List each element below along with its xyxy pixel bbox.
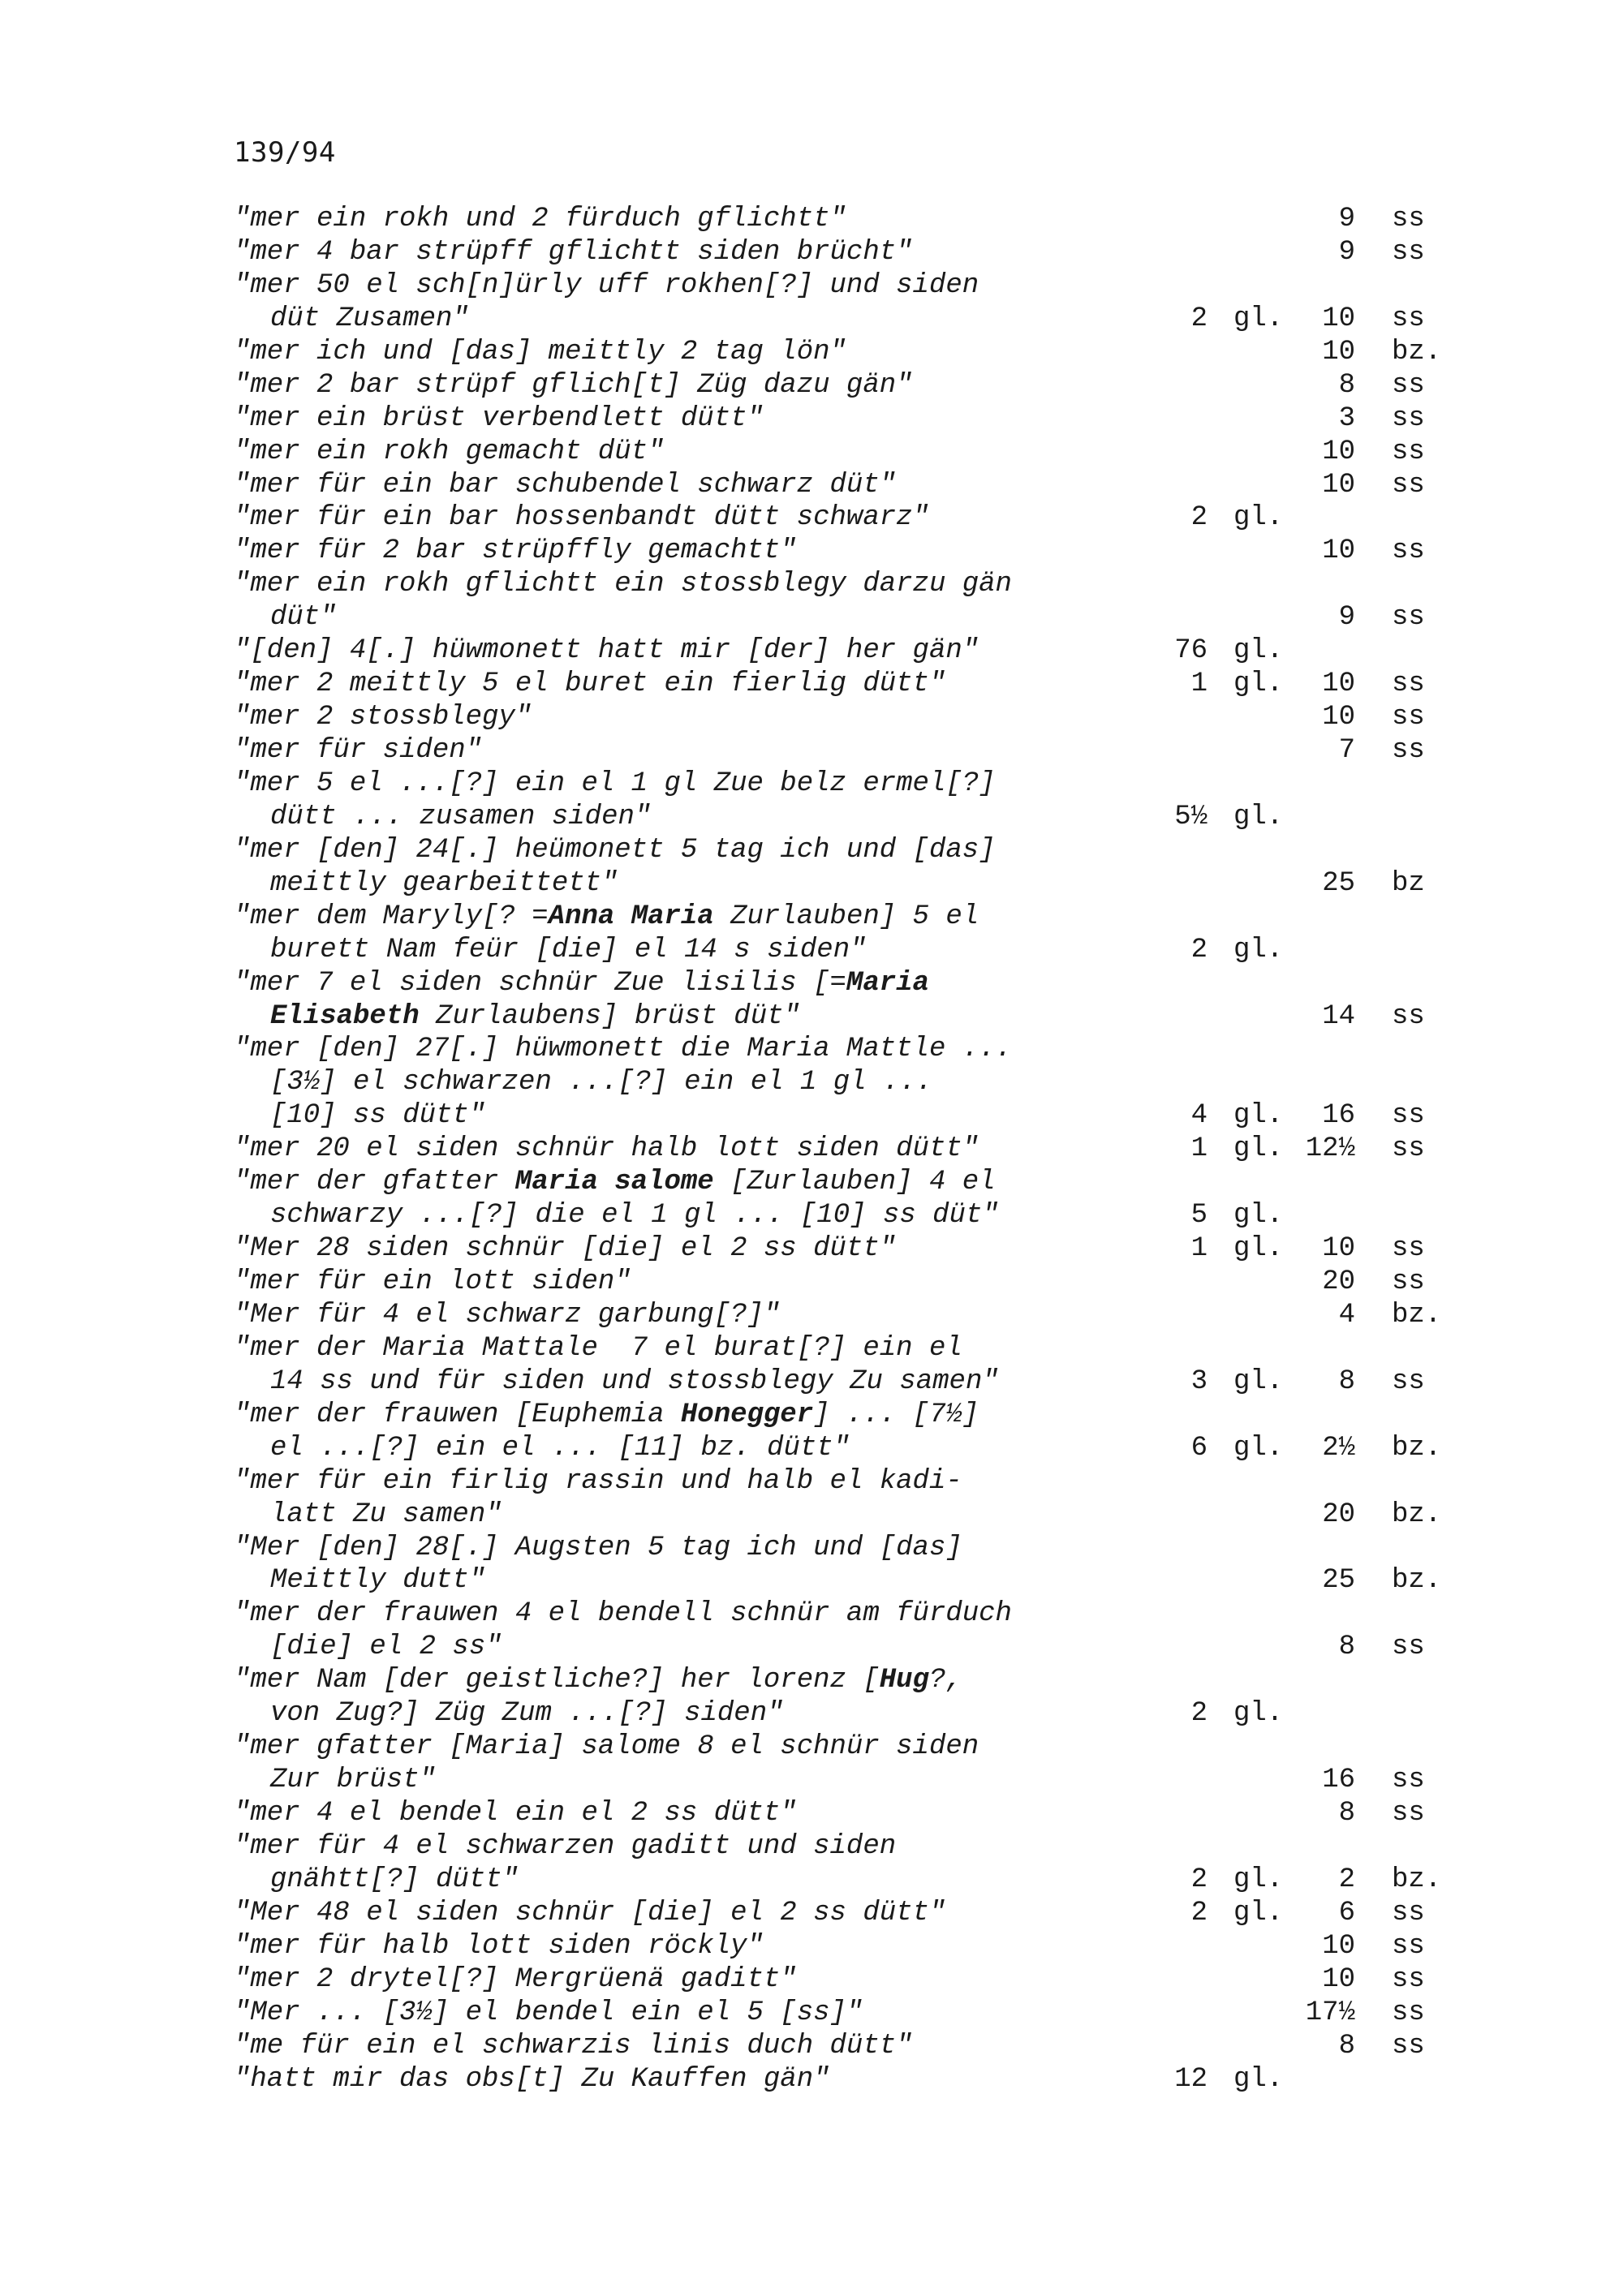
schilling-unit: ss: [1392, 602, 1425, 634]
gulden-amount: 1: [1190, 1233, 1208, 1265]
schilling-amount: 10: [1322, 535, 1355, 567]
person-name: Elisabeth: [270, 1000, 420, 1032]
gulden-unit: gl.: [1233, 1200, 1284, 1232]
entry-text-segment: "mer 4 bar strüpff gflichtt siden brücht": [234, 236, 913, 268]
person-name: Honegger: [680, 1399, 814, 1430]
entry-line: [0, 1797, 1623, 1830]
schilling-unit: bz.: [1392, 1498, 1442, 1530]
entry-text: [234, 369, 913, 402]
schilling-amount: 25: [1322, 1565, 1355, 1597]
gulden-unit: gl.: [1233, 1897, 1284, 1928]
schilling-amount: 2½: [1322, 1432, 1355, 1464]
entry-text: [234, 1664, 962, 1697]
entry-text-segment: "mer 2 drytel[?] Mergrüenä gaditt": [234, 1963, 797, 1995]
entry-line: [0, 1664, 1623, 1697]
entry-text: [234, 535, 797, 568]
schilling-amount: 4: [1338, 1299, 1355, 1331]
entry-line: [0, 1597, 1623, 1631]
schilling-amount: 10: [1322, 1963, 1355, 1995]
entry-continuation-line: [0, 1066, 1623, 1099]
schilling-unit: ss: [1392, 1000, 1425, 1032]
entry-line: [0, 1399, 1623, 1432]
entry-line: [0, 1033, 1623, 1066]
entry-line: [0, 2030, 1623, 2063]
entry-text-segment: "mer ich und [das] meittly 2 tag lön": [234, 336, 846, 368]
gulden-unit: gl.: [1233, 669, 1284, 700]
gulden-amount: 2: [1190, 303, 1208, 334]
entry-text-segment: "mer ein rokh gemacht düt": [234, 436, 665, 467]
entry-text: [234, 1166, 996, 1199]
entry-text: [234, 1266, 631, 1299]
entry-text: [234, 568, 1012, 601]
entry-text: [234, 767, 996, 801]
entry-continuation-line: [0, 1697, 1623, 1731]
entry-continuation-line: [0, 1764, 1623, 1797]
schilling-amount: 10: [1322, 1930, 1355, 1962]
entry-text: [270, 1498, 502, 1532]
gulden-amount: 2: [1190, 502, 1208, 534]
entry-line: [0, 1299, 1623, 1332]
entry-line: [0, 668, 1623, 701]
gulden-unit: gl.: [1233, 934, 1284, 965]
gulden-amount: 2: [1190, 1864, 1208, 1895]
entry-text-segment: "mer für ein bar hossenbandt dütt schwarz": [234, 502, 929, 534]
entry-text: [234, 634, 979, 668]
schilling-amount: 17½: [1305, 1997, 1355, 2028]
entry-text: [234, 469, 896, 502]
entry-text-segment: Zurlauben] 5 el: [713, 901, 979, 932]
gulden-amount: 1: [1190, 669, 1208, 700]
schilling-amount: 3: [1338, 402, 1355, 434]
entry-text: [270, 1697, 784, 1731]
schilling-amount: 8: [1338, 1365, 1355, 1397]
entry-line: [0, 1532, 1623, 1565]
entry-continuation-line: [0, 303, 1623, 336]
entry-text: [234, 668, 945, 701]
schilling-amount: 16: [1322, 1765, 1355, 1796]
schilling-amount: 10: [1322, 702, 1355, 733]
entry-text-segment: "mer ein brüst verbendlett dütt": [234, 402, 764, 434]
schilling-unit: ss: [1392, 303, 1425, 334]
entry-text-segment: "mer 7 el siden schnür Zue lisilis [=: [234, 967, 846, 999]
entry-text-segment: "mer 5 el ...[?] ein el 1 gl Zue belz ermel[?]: [234, 767, 996, 799]
entry-continuation-line: [0, 1432, 1623, 1465]
entry-line: [0, 1731, 1623, 1764]
entry-continuation-line: [0, 867, 1623, 901]
entry-text-segment: [3½] el schwarzen ...[?] ein el 1 gl ...: [270, 1067, 933, 1099]
schilling-unit: ss: [1392, 469, 1425, 501]
entry-text: [234, 269, 979, 303]
entry-text: [234, 1597, 1012, 1631]
schilling-amount: 10: [1322, 469, 1355, 501]
schilling-amount: 16: [1322, 1100, 1355, 1132]
schilling-unit: ss: [1392, 1930, 1425, 1962]
entry-text-segment: "mer 50 el sch[n]ürly uff rokhen[?] und siden: [234, 269, 979, 301]
schilling-unit: ss: [1392, 1100, 1425, 1132]
entry-text-segment: el ...[?] ein el ... [11] bz. dütt": [270, 1432, 850, 1464]
schilling-unit: ss: [1392, 1365, 1425, 1397]
entry-text: [270, 1365, 999, 1399]
entry-line: [0, 402, 1623, 436]
schilling-unit: bz: [1392, 867, 1425, 899]
entry-text: [270, 1631, 502, 1664]
gulden-unit: gl.: [1233, 1365, 1284, 1397]
entry-text-segment: düt": [270, 602, 337, 634]
entry-text-segment: "[den] 4[.] hüwmonett hatt mir [der] her gän": [234, 635, 979, 667]
entry-text-segment: Meittly dutt": [270, 1565, 486, 1597]
entry-continuation-line: [0, 801, 1623, 834]
entry-text-segment: ] ... [7½]: [813, 1399, 979, 1430]
ledger-entries: [0, 203, 1623, 2096]
entry-continuation-line: [0, 1864, 1623, 1897]
entry-line: [0, 535, 1623, 568]
entry-text-segment: "mer für ein firlig rassin und halb el kadi-: [234, 1465, 962, 1497]
gulden-unit: gl.: [1233, 303, 1284, 334]
gulden-unit: gl.: [1233, 1233, 1284, 1265]
gulden-amount: 1: [1190, 1133, 1208, 1165]
entry-line: [0, 1166, 1623, 1199]
entry-text: [234, 1532, 962, 1565]
gulden-amount: 4: [1190, 1100, 1208, 1132]
entry-line: [0, 1133, 1623, 1166]
schilling-unit: ss: [1392, 1133, 1425, 1165]
entry-text-segment: von Zug?] Züg Zum ...[?] siden": [270, 1698, 784, 1730]
entry-line: [0, 967, 1623, 1000]
entry-continuation-line: [0, 1631, 1623, 1664]
entry-text-segment: latt Zu samen": [270, 1498, 502, 1530]
schilling-unit: ss: [1392, 669, 1425, 700]
schilling-amount: 20: [1322, 1266, 1355, 1297]
entry-text: [270, 601, 337, 634]
person-name: Anna Maria: [548, 901, 714, 932]
schilling-unit: ss: [1392, 1632, 1425, 1663]
entry-continuation-line: [0, 1365, 1623, 1399]
gulden-unit: gl.: [1233, 1698, 1284, 1730]
schilling-amount: 2: [1338, 1864, 1355, 1895]
entry-text: [234, 1133, 979, 1166]
entry-text: [234, 402, 764, 436]
entry-text: [234, 1465, 962, 1498]
entry-text: [234, 501, 929, 535]
page-number: 139/94: [234, 136, 336, 169]
entry-text-segment: "me für ein el schwarzis linis duch dütt": [234, 2030, 913, 2062]
schilling-unit: ss: [1392, 1266, 1425, 1297]
entry-text: [234, 436, 665, 469]
schilling-unit: ss: [1392, 1997, 1425, 2028]
entry-text-segment: [die] el 2 ss": [270, 1632, 502, 1663]
entry-text: [270, 801, 651, 834]
entry-text: [270, 867, 618, 901]
gulden-amount: 2: [1190, 1897, 1208, 1928]
entry-text: [234, 1963, 797, 1997]
entry-line: [0, 1963, 1623, 1997]
entry-text-segment: schwarzy ...[?] die el 1 gl ... [10] ss düt": [270, 1200, 999, 1232]
schilling-amount: 10: [1322, 669, 1355, 700]
entry-text-segment: "mer der Maria Mattale 7 el burat[?] ein el: [234, 1332, 962, 1364]
schilling-amount: 9: [1338, 204, 1355, 234]
schilling-amount: 7: [1338, 735, 1355, 766]
entry-line: [0, 1266, 1623, 1299]
schilling-amount: 20: [1322, 1498, 1355, 1530]
gulden-unit: gl.: [1233, 1100, 1284, 1132]
gulden-amount: 5: [1190, 1200, 1208, 1232]
entry-text: [234, 734, 482, 767]
gulden-unit: gl.: [1233, 2063, 1284, 2095]
entry-text: [270, 1764, 436, 1797]
entry-text: [234, 2030, 913, 2063]
entry-text: [234, 1897, 945, 1930]
entry-text-segment: "mer ein rokh und 2 fürduch gflichtt": [234, 204, 846, 234]
entry-text-segment: meittly gearbeittett": [270, 867, 618, 899]
schilling-amount: 10: [1322, 303, 1355, 334]
gulden-unit: gl.: [1233, 801, 1284, 832]
gulden-unit: gl.: [1233, 1864, 1284, 1895]
entry-text-segment: "mer für ein bar schubendel schwarz düt": [234, 469, 897, 501]
entry-text-segment: "mer der frauwen 4 el bendell schnür am fürduch: [234, 1598, 1012, 1630]
schilling-unit: bz.: [1392, 1299, 1442, 1331]
entry-line: [0, 834, 1623, 867]
entry-text: [234, 901, 979, 934]
entry-text: [234, 236, 913, 269]
entry-text: [234, 1399, 979, 1432]
entry-text: [270, 1432, 850, 1465]
entry-line: [0, 901, 1623, 934]
entry-text: [234, 1232, 896, 1266]
entry-text-segment: "Mer [den] 28[.] Augsten 5 tag ich und [das]: [234, 1532, 962, 1563]
schilling-unit: ss: [1392, 1897, 1425, 1928]
gulden-amount: 5½: [1174, 801, 1208, 832]
entry-text: [234, 1731, 979, 1764]
entry-text-segment: Zur brüst": [270, 1765, 437, 1796]
entry-text-segment: [Zurlauben] 4 el: [713, 1167, 996, 1198]
entry-line: [0, 1830, 1623, 1864]
entry-text-segment: "mer gfatter [Maria] salome 8 el schnür siden: [234, 1731, 979, 1763]
entry-text: [234, 834, 996, 867]
entry-text-segment: "mer für siden": [234, 735, 483, 766]
entry-text-segment: "mer 2 meittly 5 el buret ein fierlig dütt": [234, 669, 946, 700]
entry-text: [234, 2063, 830, 2096]
entry-text-segment: dütt ... zusamen siden": [270, 801, 652, 832]
entry-text-segment: Zurlaubens] brüst düt": [419, 1000, 800, 1032]
gulden-unit: gl.: [1233, 1133, 1284, 1165]
entry-line: [0, 501, 1623, 535]
entry-continuation-line: [0, 934, 1623, 967]
entry-line: [0, 1930, 1623, 1963]
schilling-amount: 8: [1338, 1798, 1355, 1829]
gulden-amount: 2: [1190, 934, 1208, 965]
schilling-unit: ss: [1392, 1765, 1425, 1796]
entry-text: [270, 1864, 519, 1897]
schilling-amount: 6: [1338, 1897, 1355, 1928]
schilling-unit: ss: [1392, 2030, 1425, 2062]
entry-text: [270, 934, 867, 967]
entry-continuation-line: [0, 1564, 1623, 1597]
entry-text: [234, 1830, 896, 1864]
gulden-amount: 76: [1174, 635, 1208, 667]
entry-line: [0, 336, 1623, 369]
schilling-amount: 8: [1338, 369, 1355, 401]
entry-line: [0, 236, 1623, 269]
entry-line: [0, 269, 1623, 303]
schilling-amount: 10: [1322, 1233, 1355, 1265]
entry-line: [0, 1232, 1623, 1266]
entry-continuation-line: [0, 1000, 1623, 1034]
entry-text-segment: "Mer 28 siden schnür [die] el 2 ss dütt": [234, 1233, 897, 1265]
entry-line: [0, 1997, 1623, 2030]
schilling-unit: bz.: [1392, 1432, 1442, 1464]
entry-line: [0, 369, 1623, 402]
entry-text-segment: "mer [den] 27[.] hüwmonett die Maria Mattle ...: [234, 1034, 1012, 1065]
entry-text-segment: "mer [den] 24[.] heümonett 5 tag ich und [das]: [234, 834, 996, 866]
entry-line: [0, 634, 1623, 668]
gulden-unit: gl.: [1233, 635, 1284, 667]
gulden-amount: 12: [1174, 2063, 1208, 2095]
entry-text-segment: "mer der gfatter: [234, 1167, 515, 1198]
entry-line: [0, 1897, 1623, 1930]
entry-text: [234, 336, 846, 369]
entry-text-segment: ?,: [928, 1665, 962, 1696]
entry-text: [270, 1066, 932, 1099]
entry-text-segment: "mer dem Maryly[? =: [234, 901, 549, 932]
entry-text-segment: burett Nam feür [die] el 14 s siden": [270, 934, 867, 965]
schilling-unit: ss: [1392, 1963, 1425, 1995]
gulden-amount: 6: [1190, 1432, 1208, 1464]
entry-text: [270, 303, 469, 336]
entry-line: [0, 701, 1623, 734]
person-name: Hug: [879, 1665, 929, 1696]
entry-text: [234, 1299, 780, 1332]
schilling-amount: 10: [1322, 436, 1355, 467]
entry-text-segment: "mer 4 el bendel ein el 2 ss dütt": [234, 1798, 797, 1829]
entry-line: [0, 1332, 1623, 1365]
entry-line: [0, 1465, 1623, 1498]
schilling-unit: ss: [1392, 535, 1425, 567]
entry-text-segment: gnähtt[?] dütt": [270, 1864, 519, 1895]
entry-line: [0, 2063, 1623, 2096]
entry-text-segment: "Mer 48 el siden schnür [die] el 2 ss dütt": [234, 1897, 946, 1928]
schilling-amount: 8: [1338, 1632, 1355, 1663]
schilling-amount: 9: [1338, 236, 1355, 268]
entry-text-segment: "hatt mir das obs[t] Zu Kauffen gän": [234, 2063, 830, 2095]
schilling-unit: ss: [1392, 1798, 1425, 1829]
entry-text-segment: 14 ss und für siden und stossblegy Zu samen": [270, 1365, 999, 1397]
schilling-amount: 10: [1322, 336, 1355, 368]
person-name: Maria: [846, 967, 929, 999]
entry-continuation-line: [0, 1498, 1623, 1532]
schilling-unit: ss: [1392, 204, 1425, 234]
schilling-unit: ss: [1392, 1233, 1425, 1265]
entry-text-segment: "mer der frauwen [Euphemia: [234, 1399, 681, 1430]
entry-line: [0, 203, 1623, 236]
schilling-amount: 14: [1322, 1000, 1355, 1032]
entry-text-segment: "mer 2 bar strüpf gflich[t] Züg dazu gän": [234, 369, 913, 401]
entry-text: [270, 1000, 800, 1034]
entry-continuation-line: [0, 1199, 1623, 1232]
entry-text-segment: "mer für halb lott siden röckly": [234, 1930, 764, 1962]
entry-text: [234, 203, 846, 236]
gulden-unit: gl.: [1233, 502, 1284, 534]
schilling-unit: ss: [1392, 402, 1425, 434]
schilling-amount: 9: [1338, 602, 1355, 634]
schilling-unit: bz.: [1392, 336, 1442, 368]
entry-text: [234, 701, 532, 734]
entry-text-segment: "mer ein rokh gflichtt ein stossblegy darzu gän: [234, 569, 1012, 600]
schilling-unit: bz.: [1392, 1565, 1442, 1597]
gulden-amount: 2: [1190, 1698, 1208, 1730]
entry-line: [0, 734, 1623, 767]
entry-continuation-line: [0, 1099, 1623, 1133]
entry-text-segment: "Mer ... [3½] el bendel ein el 5 [ss]": [234, 1997, 863, 2028]
entry-line: [0, 436, 1623, 469]
entry-text: [234, 1332, 962, 1365]
entry-line: [0, 568, 1623, 601]
entry-text-segment: düt Zusamen": [270, 303, 469, 334]
schilling-unit: ss: [1392, 735, 1425, 766]
schilling-amount: 12½: [1305, 1133, 1355, 1165]
entry-text: [234, 1033, 1012, 1066]
entry-text: [234, 1930, 764, 1963]
schilling-unit: ss: [1392, 702, 1425, 733]
entry-text-segment: "mer für 2 bar strüpffly gemachtt": [234, 535, 797, 567]
entry-text-segment: "mer 20 el siden schnür halb lott siden dütt": [234, 1133, 979, 1165]
schilling-amount: 25: [1322, 867, 1355, 899]
schilling-unit: bz.: [1392, 1864, 1442, 1895]
entry-text-segment: "mer für 4 el schwarzen gaditt und siden: [234, 1830, 897, 1862]
entry-text: [234, 1997, 863, 2030]
entry-text-segment: "mer für ein lott siden": [234, 1266, 631, 1297]
entry-continuation-line: [0, 601, 1623, 634]
schilling-unit: ss: [1392, 369, 1425, 401]
entry-text-segment: [10] ss dütt": [270, 1100, 486, 1132]
gulden-unit: gl.: [1233, 1432, 1284, 1464]
schilling-amount: 8: [1338, 2030, 1355, 2062]
gulden-amount: 3: [1190, 1365, 1208, 1397]
entry-text: [234, 967, 929, 1000]
schilling-unit: ss: [1392, 436, 1425, 467]
schilling-unit: ss: [1392, 236, 1425, 268]
entry-text: [270, 1199, 999, 1232]
entry-text: [234, 1797, 797, 1830]
entry-line: [0, 469, 1623, 502]
person-name: Maria salome: [514, 1167, 714, 1198]
entry-text-segment: "mer 2 stossblegy": [234, 702, 532, 733]
entry-text-segment: "Mer für 4 el schwarz garbung[?]": [234, 1299, 781, 1331]
entry-line: [0, 767, 1623, 801]
entry-text: [270, 1564, 485, 1597]
entry-text-segment: "mer Nam [der geistliche?] her lorenz [: [234, 1665, 880, 1696]
entry-text: [270, 1099, 485, 1133]
